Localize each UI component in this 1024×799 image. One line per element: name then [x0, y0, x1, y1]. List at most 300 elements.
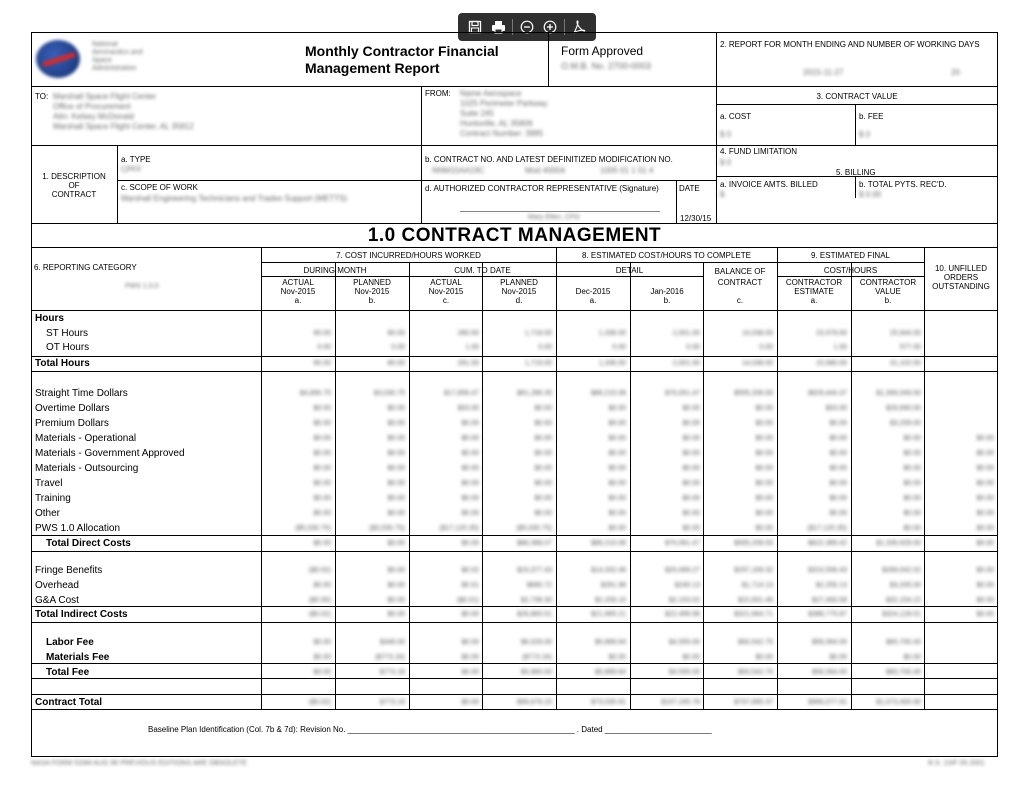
table-cell: $289,042.02 — [882, 567, 921, 574]
table-cell: $86,388.07 — [516, 540, 552, 547]
table-cell: $0.00 — [461, 669, 479, 676]
table-cell: $0.00 — [387, 611, 405, 618]
table-cell: 80.00 — [387, 330, 405, 337]
omb-number: O.M.B. No. 2700-0003 — [561, 61, 652, 71]
table-cell: $0.00 — [387, 480, 405, 487]
table-cell: ($773.16) — [375, 654, 405, 661]
table-cell: $0.00 — [976, 495, 994, 502]
table-cell: $0.00 — [461, 495, 479, 502]
table-cell: $0.00 — [903, 510, 921, 517]
table-cell: $0.00 — [976, 435, 994, 442]
table-cell: $0.00 — [313, 540, 331, 547]
pws-label: PWS 1.0.0 — [125, 283, 159, 290]
row-label: Contract Total — [35, 697, 103, 708]
column-subheader-line: PLANNED — [500, 278, 538, 287]
table-cell: $0.00 — [976, 540, 994, 547]
row-label: Materials - Government Approved — [35, 448, 185, 459]
page-reference: R.S. 10/F 05.2001 — [928, 760, 985, 767]
row-label: Overhead — [35, 580, 79, 591]
table-cell: $0.00 — [755, 654, 773, 661]
table-cell: $0.00 — [313, 654, 331, 661]
table-cell: $0.00 — [461, 465, 479, 472]
column-subheader — [703, 278, 777, 305]
row-label: Total Indirect Costs — [35, 609, 128, 620]
column-subheader — [777, 278, 851, 305]
table-cell: $0.00 — [387, 510, 405, 517]
table-cell: $2,255.13 — [815, 582, 847, 589]
table-cell: ($0.02) — [308, 567, 331, 574]
table-cell: ($0.02) — [308, 611, 331, 618]
to-address — [53, 92, 194, 132]
table-cell: ($17,120.35) — [439, 525, 479, 532]
total-payments-value: $ 0.00 — [859, 190, 882, 199]
description-label — [31, 172, 117, 199]
table-cell: $0.00 — [829, 420, 847, 427]
table-cell: $0.00 — [608, 510, 626, 517]
contract-value-label: 3. CONTRACT VALUE — [816, 92, 898, 101]
row-label: Materials - Outsourcing — [35, 463, 139, 474]
table-cell: $0.00 — [461, 420, 479, 427]
invoice-value: $ — [720, 190, 725, 199]
table-cell: $0.00 — [387, 420, 405, 427]
reporting-category-header: 6. REPORTING CATEGORY — [34, 263, 137, 272]
table-cell: $32,154.22 — [885, 597, 921, 604]
table-cell: $53.00 — [825, 405, 847, 412]
pdf-toolbar — [458, 13, 596, 41]
column-subheader — [261, 278, 335, 305]
table-cell: $0.00 — [976, 510, 994, 517]
table-cell: $0.00 — [534, 405, 552, 412]
table-cell: $21,965.21 — [590, 611, 626, 618]
table-cell: ($5,030.75) — [516, 525, 552, 532]
to-line: Office of Procurement — [53, 102, 131, 111]
column-subheader-line: Nov-2015 — [501, 287, 537, 296]
table-cell: $321,664.71 — [734, 611, 773, 618]
table-cell: $0.00 — [755, 435, 773, 442]
table-cell: $281.98 — [600, 582, 626, 589]
title-line: Monthly Contractor Financial — [305, 43, 499, 59]
row-label: Straight Time Dollars — [35, 388, 128, 399]
fund-limitation-value: $ 0 — [720, 158, 732, 167]
during-month-header: DURING MONTH — [303, 266, 367, 275]
table-cell: $0.00 — [755, 480, 773, 487]
table-cell: $310,556.43 — [808, 567, 847, 574]
nasa-logo — [36, 40, 80, 78]
table-cell: $0.00 — [534, 465, 552, 472]
acrobat-icon[interactable] — [569, 18, 587, 36]
save-icon[interactable] — [466, 18, 484, 36]
table-cell: 2,001.00 — [672, 360, 700, 367]
table-cell: $555,208.93 — [734, 390, 773, 397]
table-cell: $0.00 — [313, 435, 331, 442]
table-cell: $99,676.20 — [516, 699, 552, 706]
form-id: NASA FORM 533M AUG 96 PREVIOUS EDITIONS ARE OBSOLETE — [31, 760, 247, 767]
column-subheader — [556, 278, 630, 305]
column-subheader — [482, 278, 556, 305]
table-cell: $0.00 — [755, 510, 773, 517]
date-label: DATE — [679, 184, 700, 193]
table-cell: $0.00 — [755, 450, 773, 457]
table-cell: $0.00 — [682, 654, 700, 661]
table-cell: $1,073,400.90 — [876, 699, 921, 706]
table-cell: 14,038.00 — [741, 360, 773, 367]
column-subheader-line — [703, 278, 777, 287]
signature-name: Mary Ellen, CFO — [528, 214, 580, 221]
table-cell: $70,061.47 — [664, 540, 700, 547]
column-subheader-line: PLANNED — [353, 278, 391, 287]
table-cell: ($5,030.75) — [295, 525, 331, 532]
table-cell: $0.00 — [534, 480, 552, 487]
table-cell: $0.00 — [829, 435, 847, 442]
table-cell: $622,389.42 — [808, 540, 847, 547]
table-cell: $0.00 — [313, 669, 331, 676]
table-cell: 281.00 — [457, 360, 479, 367]
table-cell: 80.00 — [313, 330, 331, 337]
table-cell: $0.00 — [903, 465, 921, 472]
table-cell: $60,700.40 — [885, 639, 921, 646]
table-cell: $0.00 — [682, 465, 700, 472]
table-cell: $0.00 — [903, 480, 921, 487]
table-cell: $0.00 — [608, 435, 626, 442]
table-cell: $1,335,629.50 — [876, 540, 921, 547]
estimated-final-header: 9. ESTIMATED FINAL — [811, 251, 890, 260]
table-cell: 0.00 — [317, 344, 331, 351]
table-cell: $0.00 — [461, 435, 479, 442]
table-cell: $0.00 — [387, 597, 405, 604]
table-cell: $0.00 — [387, 567, 405, 574]
table-cell: $70,051.47 — [664, 390, 700, 397]
table-cell: $0.00 — [387, 405, 405, 412]
table-cell: $0.00 — [829, 450, 847, 457]
report-title — [305, 43, 499, 77]
table-cell: 0.00 — [686, 344, 700, 351]
fee-label: b. FEE — [859, 112, 884, 121]
column-subheader-line — [703, 287, 777, 296]
table-cell: ($0.00) — [308, 597, 331, 604]
table-cell: $0.00 — [387, 435, 405, 442]
table-cell: $629,444.37 — [808, 390, 847, 397]
table-cell: $50,542.75 — [737, 669, 773, 676]
from-line: Suite 245 — [460, 109, 494, 118]
column-subheader-line: ACTUAL — [430, 278, 462, 287]
section-title: 1.0 CONTRACT MANAGEMENT — [367, 225, 662, 246]
table-cell: $0.00 — [976, 611, 994, 618]
to-line: Marshall Space Flight Center — [53, 92, 157, 101]
table-cell: $60,700.40 — [885, 669, 921, 676]
fee-value: $ 0 — [859, 130, 871, 139]
column-subheader-line: b. — [884, 296, 892, 305]
row-label: G&A Cost — [35, 595, 79, 606]
authorized-rep-label: d. AUTHORIZED CONTRACTOR REPRESENTATIVE (Signature) — [425, 184, 659, 193]
column-subheader — [851, 278, 925, 305]
table-cell: 14,038.00 — [741, 330, 773, 337]
type-label: a. TYPE — [121, 155, 151, 164]
table-cell: $0.00 — [903, 495, 921, 502]
table-cell: $5,889.64 — [594, 669, 626, 676]
table-cell: $0.00 — [461, 611, 479, 618]
from-line: 1025 Perimeter Parkway — [460, 99, 548, 108]
contract-no-value: NNM15AA19C — [432, 166, 485, 175]
unfilled-header-line: 10. UNFILLED — [934, 264, 988, 273]
detail-header: DETAIL — [615, 266, 644, 275]
table-cell: $388,775.87 — [808, 611, 847, 618]
table-cell: $2,153.02 — [668, 597, 700, 604]
table-cell: $0.00 — [461, 654, 479, 661]
table-cell: $0.00 — [829, 465, 847, 472]
table-cell: $22,831.46 — [737, 597, 773, 604]
from-label: FROM: — [425, 89, 451, 98]
table-cell: $0.00 — [461, 450, 479, 457]
table-cell: $23,377.43 — [516, 567, 552, 574]
table-cell: $50,542.75 — [737, 639, 773, 646]
table-cell: $966,077.91 — [808, 699, 847, 706]
table-cell: $17,856.47 — [443, 390, 479, 397]
table-cell: $0.00 — [682, 450, 700, 457]
row-label: Total Direct Costs — [46, 538, 131, 549]
to-label: TO: — [35, 92, 49, 101]
cum-to-date-header: CUM. TO DATE — [454, 266, 511, 275]
table-cell: $61,286.35 — [516, 390, 552, 397]
table-cell: $773.16 — [379, 699, 405, 706]
baseline-plan-line: Baseline Plan Identification (Col. 7b & 7d): Revision No. ___________________________________________________ . Dated ________________________ — [148, 725, 712, 734]
table-cell: $0.00 — [976, 582, 994, 589]
table-cell: $0.00 — [387, 495, 405, 502]
table-cell: $4,555.00 — [668, 639, 700, 646]
table-cell: $0.00 — [829, 480, 847, 487]
column-subheader-line: Nov-2015 — [428, 287, 464, 296]
row-label: Fringe Benefits — [35, 565, 103, 576]
table-cell: $0.00 — [313, 420, 331, 427]
table-cell: 80.00 — [313, 360, 331, 367]
table-cell: $0.00 — [608, 480, 626, 487]
table-cell: 1,336.00 — [598, 330, 626, 337]
from-line: Name Aerospace — [460, 89, 522, 98]
table-cell: $0.00 — [829, 510, 847, 517]
table-cell: $240.13 — [674, 582, 700, 589]
table-cell: $0.00 — [461, 699, 479, 706]
scope-label: c. SCOPE OF WORK — [121, 183, 198, 192]
table-cell: 1.00 — [465, 344, 479, 351]
table-cell: $0.00 — [461, 540, 479, 547]
table-cell: $86,210.08 — [590, 390, 626, 397]
table-cell: $0.00 — [313, 639, 331, 646]
table-cell: $0.00 — [387, 465, 405, 472]
table-cell: $5,889.64 — [594, 639, 626, 646]
column-subheader-line: d. — [515, 296, 523, 305]
billing-label: 5. BILLING — [836, 168, 876, 177]
table-cell: $0.00 — [829, 654, 847, 661]
table-cell: $555,208.93 — [734, 540, 773, 547]
table-cell: ($773.16) — [522, 654, 552, 661]
column-subheader-line: a. — [810, 296, 818, 305]
column-subheader-line: CONTRACTOR — [785, 278, 843, 287]
column-subheader-line: Jan-2016 — [650, 287, 684, 296]
column-subheader-line: b. — [368, 296, 376, 305]
column-subheader-line: CONTRACTOR — [859, 278, 917, 287]
table-cell: $0.00 — [903, 450, 921, 457]
table-cell: $0.00 — [682, 405, 700, 412]
table-cell: $0.02 — [461, 567, 479, 574]
table-cell: $297,169.32 — [734, 567, 773, 574]
mod-no-value: Mod 40004 — [525, 166, 566, 175]
table-cell: $56,064.00 — [811, 669, 847, 676]
table-cell: $348.00 — [379, 639, 405, 646]
signature-line — [460, 211, 660, 212]
table-cell: $0.00 — [313, 495, 331, 502]
table-cell: 1,336.00 — [598, 360, 626, 367]
table-cell: $0.00 — [313, 465, 331, 472]
table-cell: 0.00 — [391, 344, 405, 351]
table-cell: $0.00 — [829, 495, 847, 502]
table-cell: 31,102.00 — [889, 360, 921, 367]
row-label: Materials - Operational — [35, 433, 137, 444]
table-cell: $324,128.01 — [882, 611, 921, 618]
table-cell: $0.00 — [682, 435, 700, 442]
row-label: Training — [35, 493, 71, 504]
from-address — [460, 89, 548, 139]
table-cell: $0.00 — [976, 567, 994, 574]
table-cell: 577.00 — [899, 344, 921, 351]
table-cell: $20,069.27 — [664, 567, 700, 574]
table-cell: $0.00 — [903, 525, 921, 532]
print-icon[interactable] — [489, 18, 507, 36]
table-cell: $0.00 — [755, 405, 773, 412]
table-cell: $0.00 — [976, 597, 994, 604]
table-cell: $0.00 — [534, 450, 552, 457]
balance-header-line: BALANCE OF — [714, 267, 766, 276]
table-cell: $0.00 — [313, 510, 331, 517]
table-cell: $773.16 — [379, 669, 405, 676]
table-cell: $3,205.00 — [889, 582, 921, 589]
description-label-line: 1. DESCRIPTION — [42, 172, 106, 181]
unfilled-header-line: ORDERS — [943, 273, 979, 282]
row-label: Labor Fee — [46, 637, 94, 648]
cost-value: $ 0 — [720, 130, 732, 139]
table-cell: $0.00 — [461, 480, 479, 487]
table-cell: $0.00 — [387, 582, 405, 589]
org-line: Aeronautics and — [92, 49, 143, 56]
table-cell: ($0.02) — [308, 699, 331, 706]
column-subheader-line — [630, 278, 704, 287]
table-cell: $0.00 — [534, 435, 552, 442]
row-label: Total Hours — [35, 358, 90, 369]
org-line: Administration — [92, 65, 137, 72]
column-subheader — [630, 278, 704, 305]
estimated-cost-header: 8. ESTIMATED COST/HOURS TO COMPLETE — [582, 251, 751, 260]
table-cell: $56,064.00 — [811, 639, 847, 646]
table-cell: 280.00 — [457, 330, 479, 337]
table-cell: $0.00 — [976, 450, 994, 457]
table-cell: $0.00 — [682, 420, 700, 427]
table-cell: $0.00 — [976, 480, 994, 487]
table-cell: $0.00 — [608, 405, 626, 412]
table-cell: $2,209.10 — [594, 597, 626, 604]
column-subheader — [409, 278, 483, 305]
table-cell: 0.00 — [612, 344, 626, 351]
zoom-in-icon[interactable] — [541, 18, 559, 36]
column-subheader-line: c. — [442, 296, 450, 305]
date-value: 12/30/15 — [680, 214, 712, 223]
row-label: Premium Dollars — [35, 418, 109, 429]
from-line: Contract Number: 3985 — [460, 129, 544, 138]
row-label: Total Fee — [46, 667, 90, 678]
cost-incurred-header: 7. COST INCURRED/HOURS WORKED — [336, 251, 481, 260]
table-cell: 2,001.00 — [672, 330, 700, 337]
column-subheader-line: Nov-2015 — [280, 287, 316, 296]
contract-no-label: b. CONTRACT NO. AND LATEST DEFINITIZED MODIFICATION NO. — [425, 155, 673, 164]
zoom-out-icon[interactable] — [518, 18, 536, 36]
table-cell: $26,690.00 — [885, 405, 921, 412]
table-cell: $0.00 — [608, 465, 626, 472]
table-cell: 0.00 — [538, 344, 552, 351]
invoice-label: a. INVOICE AMTS. BILLED — [720, 180, 818, 189]
table-cell: 25,944.00 — [889, 330, 921, 337]
column-subheader-line: Nov-2015 — [354, 287, 390, 296]
column-subheader-line: c. — [736, 296, 744, 305]
table-cell: $0.00 — [755, 465, 773, 472]
table-cell: $2,738.30 — [520, 597, 552, 604]
total-payments-label: b. TOTAL PYTS. REC'D. — [859, 180, 947, 189]
table-cell: $0.00 — [534, 495, 552, 502]
cost-hours-header: COST/HOURS — [823, 266, 878, 275]
row-label: Materials Fee — [46, 652, 110, 663]
column-subheader-line: a. — [294, 296, 302, 305]
row-label: PWS 1.0 Allocation — [35, 523, 121, 534]
to-line: Marshall Space Flight Center, AL 35812 — [53, 122, 194, 131]
org-line: Space — [92, 57, 112, 64]
table-cell: ($0.01) — [456, 597, 479, 604]
table-cell: $0.00 — [608, 450, 626, 457]
table-cell: ($17,120.35) — [807, 525, 847, 532]
table-cell: $1,306,049.50 — [876, 390, 921, 397]
table-cell: $0.01 — [461, 582, 479, 589]
form-approved-label: Form Approved — [561, 44, 644, 58]
table-cell: $680.72 — [526, 582, 552, 589]
table-cell: $0.00 — [903, 435, 921, 442]
table-cell: $0.00 — [608, 420, 626, 427]
table-cell: $1,714.13 — [741, 582, 773, 589]
table-cell: $6,029.00 — [520, 639, 552, 646]
unfilled-header-line: OUTSTANDING — [932, 282, 990, 291]
table-cell: $0.00 — [755, 420, 773, 427]
fund-limitation-label: 4. FUND LIMITATION — [720, 147, 798, 156]
table-cell: $0.00 — [755, 525, 773, 532]
table-cell: $0.00 — [534, 420, 552, 427]
table-cell: $737,895.37 — [734, 699, 773, 706]
table-cell: 0.00 — [759, 344, 773, 351]
org-line: National — [92, 41, 118, 48]
table-cell: $0.00 — [976, 525, 994, 532]
table-cell: $0.00 — [682, 510, 700, 517]
table-cell: $0.00 — [608, 525, 626, 532]
row-label: Travel — [35, 478, 63, 489]
column-subheader-line: ESTIMATE — [794, 287, 834, 296]
column-subheader-line — [556, 278, 630, 287]
column-subheader — [335, 278, 409, 305]
column-subheader-line: b. — [663, 296, 671, 305]
table-cell: $0.00 — [387, 450, 405, 457]
report-month-value: 2015-11-27 — [803, 68, 844, 77]
row-label: Other — [35, 508, 61, 519]
table-cell: $86,210.08 — [590, 540, 626, 547]
description-label-line: OF — [68, 181, 80, 190]
table-cell: $0.00 — [976, 465, 994, 472]
cost-label: a. COST — [720, 112, 752, 121]
table-cell: $0.00 — [682, 525, 700, 532]
table-cell: 1.00 — [833, 344, 847, 351]
table-cell: $26,883.51 — [516, 611, 552, 618]
column-subheader-line: Dec-2015 — [575, 287, 611, 296]
